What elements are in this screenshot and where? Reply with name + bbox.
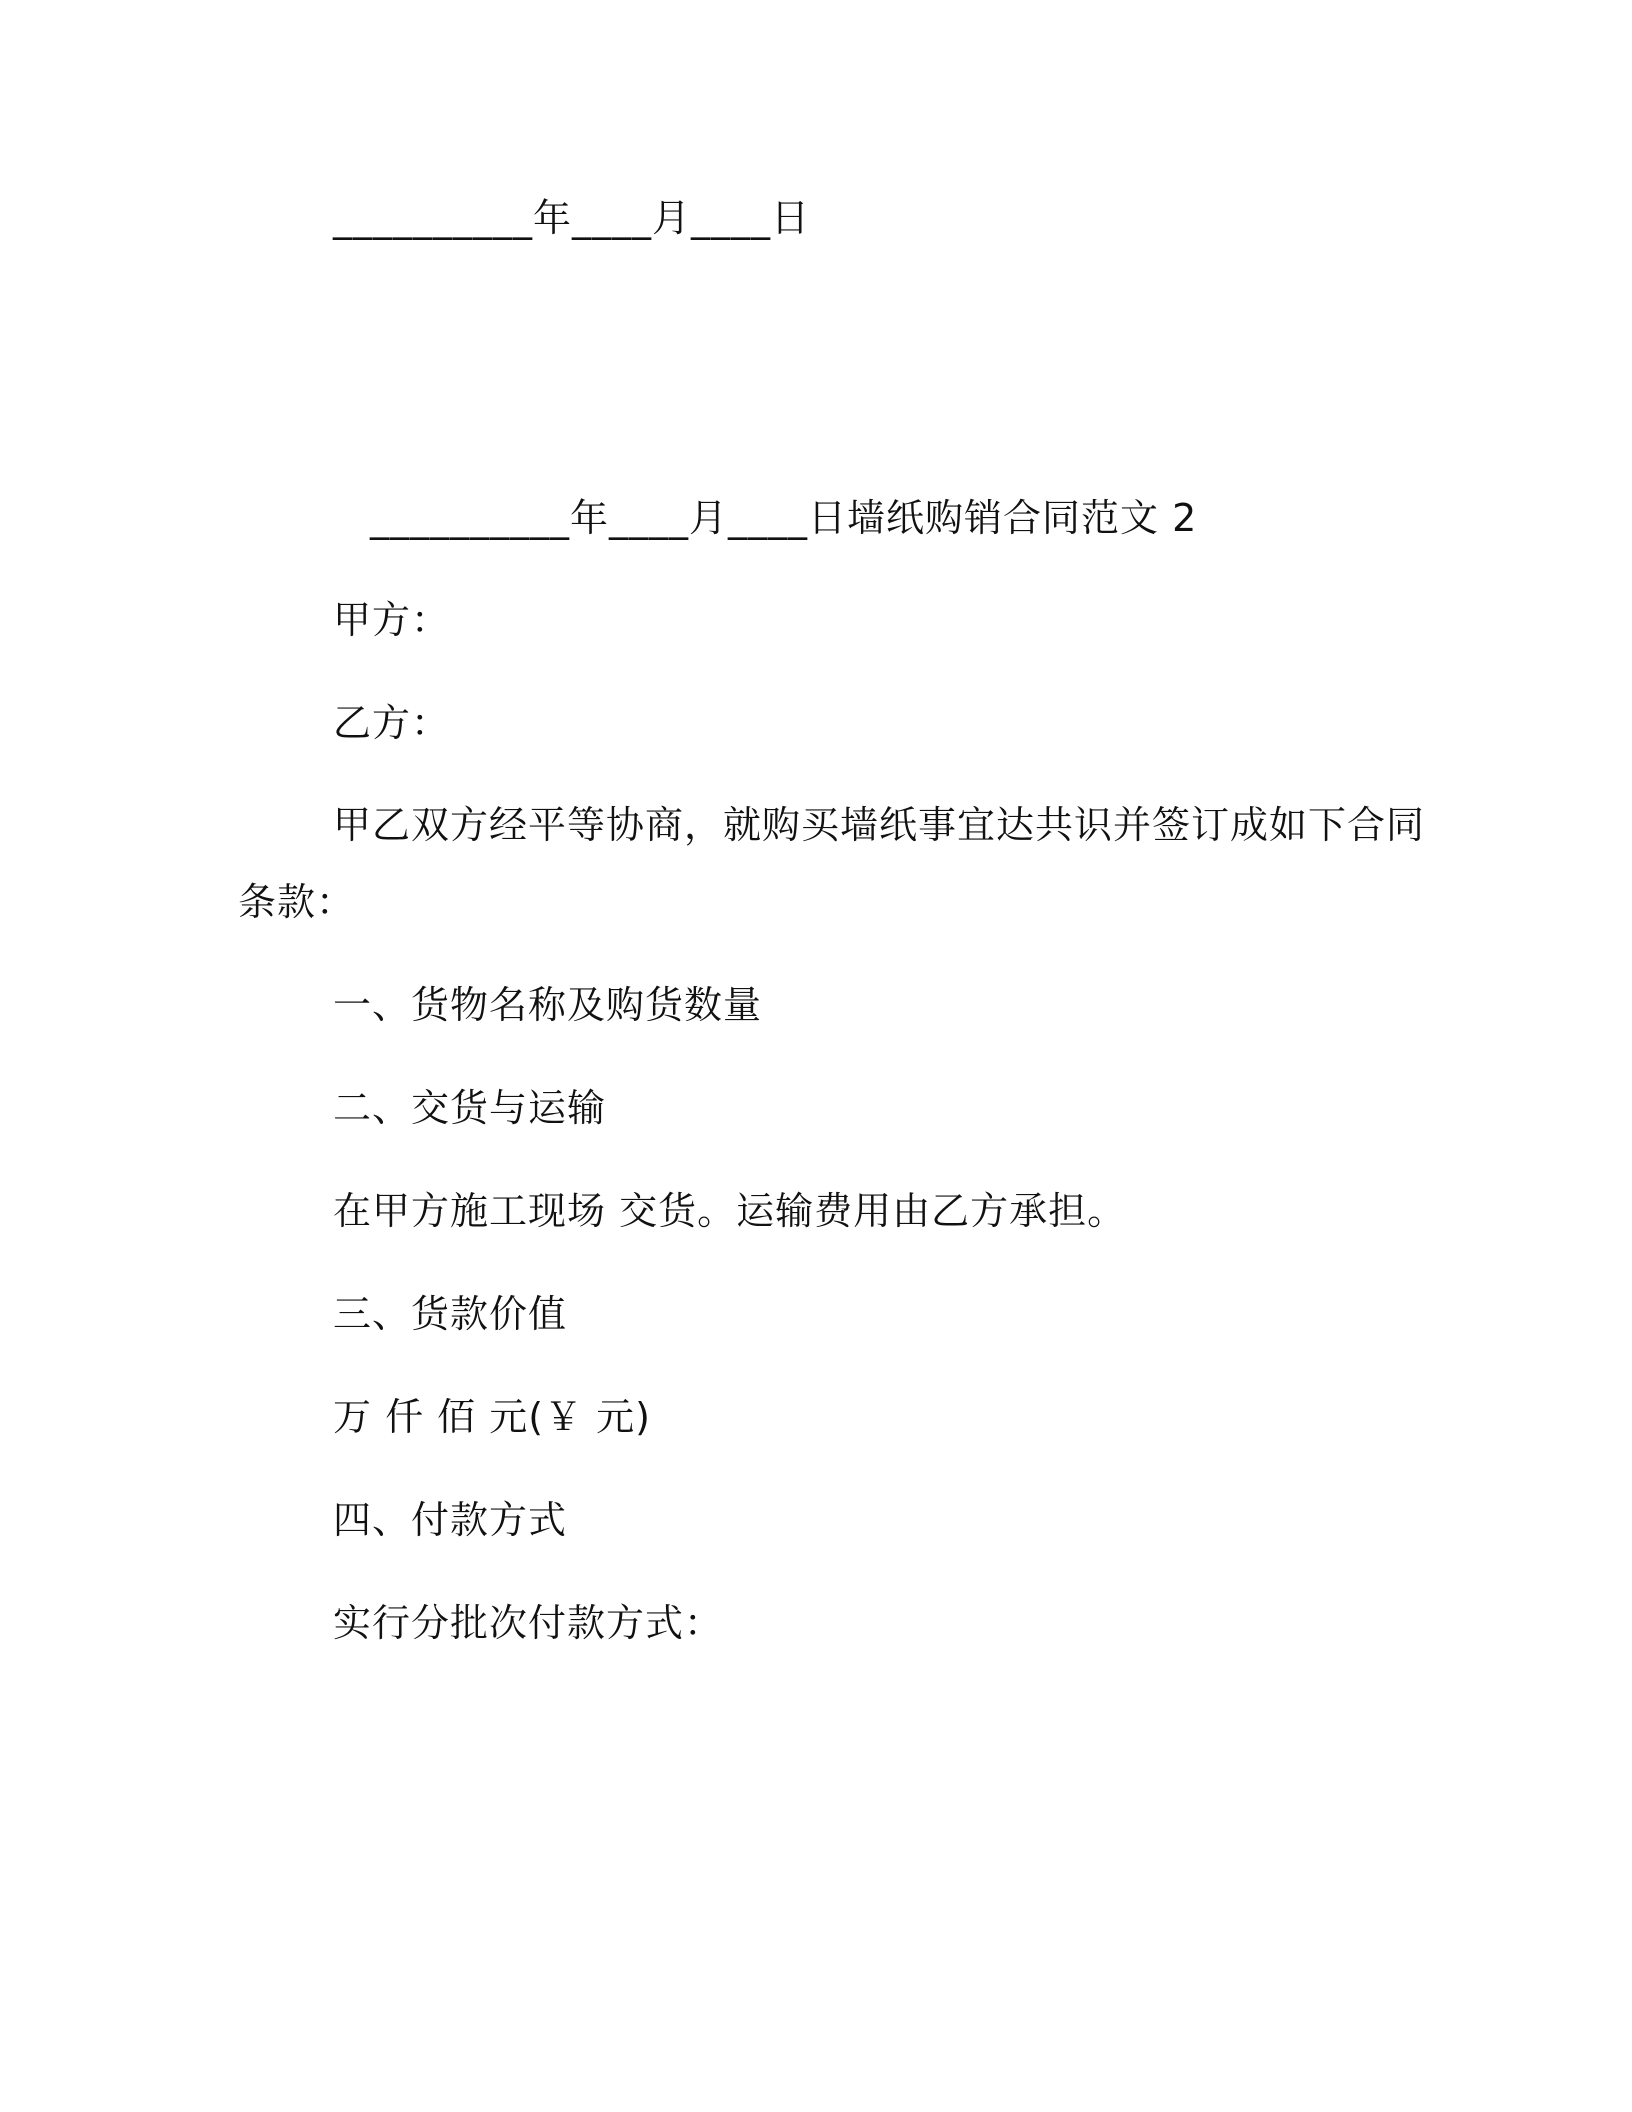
section-3-heading: 三、货款价值 — [333, 1292, 568, 1336]
section-2-text: 在甲方施工现场 交货。运输费用由乙方承担。 — [333, 1189, 1127, 1233]
party-a-label: 甲方： — [333, 598, 451, 642]
section-4-text: 实行分批次付款方式： — [333, 1601, 724, 1645]
section-2-heading: 二、交货与运输 — [333, 1086, 607, 1130]
date-line: __________年____月____日 — [333, 196, 811, 240]
intro-paragraph-line-2: 条款： — [238, 880, 356, 924]
section-4-heading: 四、付款方式 — [333, 1498, 568, 1542]
party-b-label: 乙方： — [333, 701, 451, 745]
section-3-text: 万 仟 佰 元(￥ 元) — [333, 1395, 651, 1439]
section-1-heading: 一、货物名称及购货数量 — [333, 983, 763, 1027]
contract-title: __________年____月____日墙纸购销合同范文 2 — [370, 496, 1198, 540]
intro-paragraph-line-1: 甲乙双方经平等协商，就购买墙纸事宜达共识并签订成如下合同 — [333, 803, 1426, 847]
